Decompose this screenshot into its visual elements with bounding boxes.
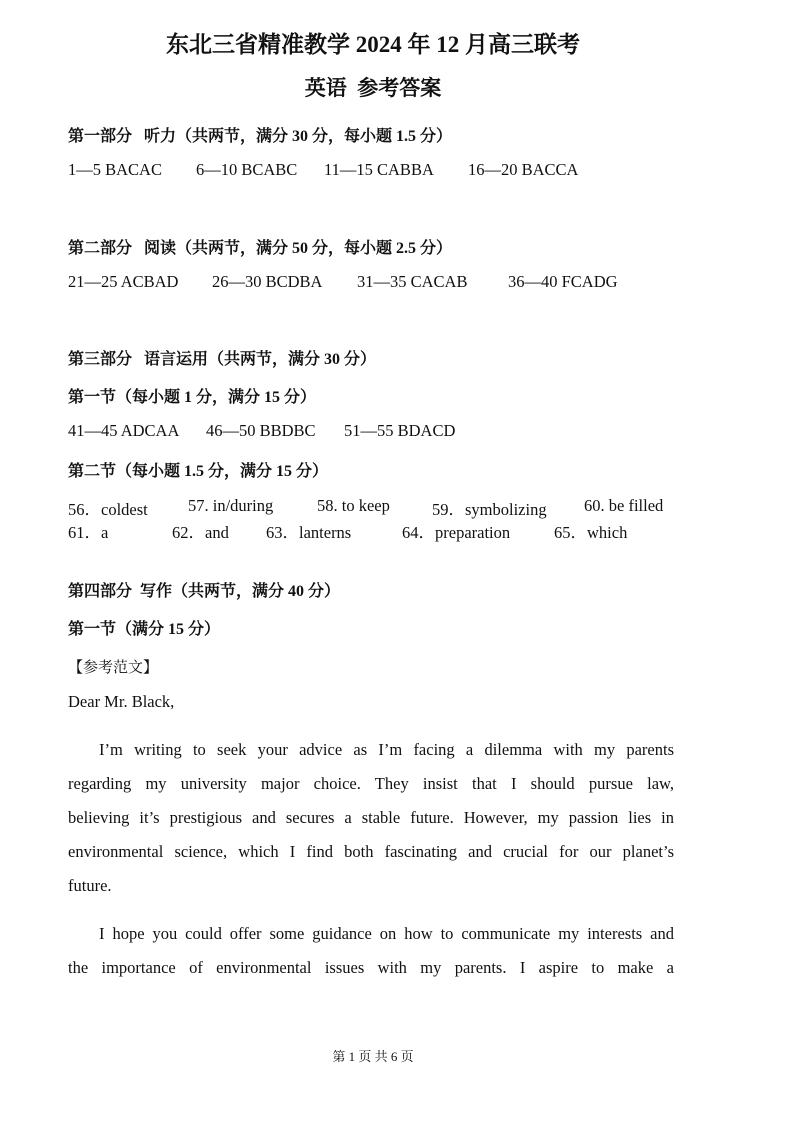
fill-answer-58: 58. to keep xyxy=(317,496,390,515)
fill-answer-57: 57. in/during xyxy=(188,496,274,515)
part2-answer-4: 36—40 FCADG xyxy=(508,272,618,291)
part2-heading: 第二部分 阅读（共两节，满分 50 分，每小题 2.5 分） xyxy=(68,240,453,257)
fill-answer-64: 64．preparation xyxy=(402,523,511,542)
essay-para1-line3: believing it’s prestigious and secures a stable future. However, my passion lies in xyxy=(68,808,674,827)
letter-greeting: Dear Mr. Black, xyxy=(68,692,175,711)
exam-title: 东北三省精准教学 2024 年 12 月高三联考 xyxy=(166,32,580,57)
fill-answer-56: 56．coldest xyxy=(68,500,148,519)
essay-para1-line4: environmental science, which I find both fascinating and crucial for our planet’s xyxy=(68,842,674,861)
part3-section1-heading: 第一节（每小题 1 分，满分 15 分） xyxy=(68,389,317,406)
fill-answer-63: 63．lanterns xyxy=(266,523,352,542)
essay-para1-line2: regarding my university major choice. They insist that I should pursue law, xyxy=(68,774,674,793)
fill-answer-59: 59．symbolizing xyxy=(432,500,547,519)
part1-answer-2: 6—10 BCABC xyxy=(196,160,298,179)
part4-heading: 第四部分 写作（共两节，满分 40 分） xyxy=(68,583,341,600)
essay-para2-line1: I hope you could offer some guidance on how to communicate my interests and xyxy=(99,924,674,943)
part1-heading: 第一部分 听力（共两节，满分 30 分，每小题 1.5 分） xyxy=(68,128,453,145)
fill-answer-65: 65．which xyxy=(554,523,628,542)
part2-answer-2: 26—30 BCDBA xyxy=(212,272,323,291)
essay-para2-line2: the importance of environmental issues with my parents. I aspire to make a xyxy=(68,958,674,977)
part3-s1-answer-2: 46—50 BBDBC xyxy=(206,421,316,440)
part3-s1-answer-1: 41—45 ADCAA xyxy=(68,421,180,440)
fill-answer-61: 61．a xyxy=(68,523,109,542)
part1-answer-1: 1—5 BACAC xyxy=(68,160,162,179)
essay-para1-line5: future. xyxy=(68,876,112,895)
part1-answer-3: 11—15 CABBA xyxy=(324,160,434,179)
sample-essay-label: 【参考范文】 xyxy=(68,660,159,676)
part4-section1-heading: 第一节（满分 15 分） xyxy=(68,621,221,638)
part3-section2-heading: 第二节（每小题 1.5 分，满分 15 分） xyxy=(68,463,329,480)
exam-subtitle: 英语 参考答案 xyxy=(304,76,442,100)
part3-heading: 第三部分 语言运用（共两节，满分 30 分） xyxy=(68,351,377,368)
part1-answer-4: 16—20 BACCA xyxy=(468,160,579,179)
essay-para1-line1: I’m writing to seek your advice as I’m facing a dilemma with my parents xyxy=(99,740,674,759)
page-footer: 第 1 页 共 6 页 xyxy=(332,1049,414,1064)
part2-answer-1: 21—25 ACBAD xyxy=(68,272,179,291)
fill-answer-60: 60. be filled xyxy=(584,496,664,515)
part3-s1-answer-3: 51—55 BDACD xyxy=(344,421,456,440)
part2-answer-3: 31—35 CACAB xyxy=(357,272,468,291)
fill-answer-62: 62．and xyxy=(172,523,229,542)
